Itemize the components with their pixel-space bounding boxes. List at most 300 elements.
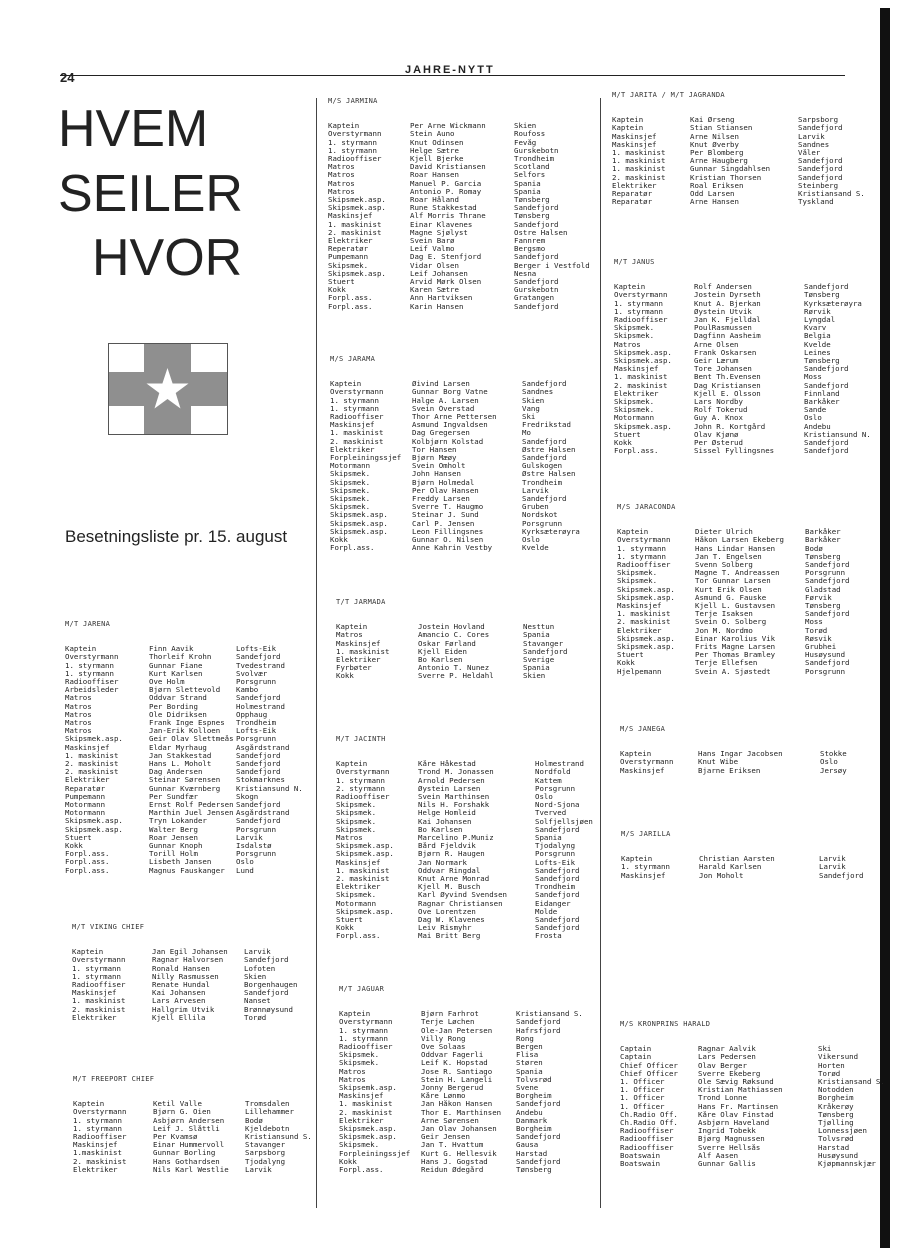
crew-name: Kåre Olav Finstad xyxy=(698,1110,774,1119)
crew-hometown: Andebu xyxy=(516,1108,543,1117)
crew-name: Leon Fillingsnes xyxy=(412,527,484,536)
crew-hometown: Nord-Sjona xyxy=(535,801,580,810)
crew-name: Rolf Andersen xyxy=(694,283,752,292)
crew-position: Overstyrmann xyxy=(65,653,119,662)
crew-position: Motormann xyxy=(614,414,655,423)
crew-position: Chief Officer xyxy=(620,1069,678,1078)
crew-row xyxy=(612,116,882,124)
crew-row xyxy=(336,883,617,891)
crew-hometown: Kyrksæterøyra xyxy=(522,527,580,536)
crew-name: Kristian Mathiassen xyxy=(698,1086,783,1095)
crew-hometown: Kristiansand S. xyxy=(798,190,865,199)
crew-row xyxy=(620,1078,900,1086)
crew-position: 1. styrmann xyxy=(614,299,663,308)
crew-hometown: Sandefjord xyxy=(522,454,567,463)
crew-hometown: Sandefjord xyxy=(798,157,843,166)
crew-position: 1. maskinist xyxy=(612,165,666,174)
crew-name: Jon M. Nordmo xyxy=(695,626,753,635)
crew-position: Reperatør xyxy=(328,245,369,254)
crew-row xyxy=(620,1119,900,1127)
crew-row xyxy=(339,1100,594,1108)
crew-position: Skipsmek. xyxy=(336,891,377,900)
crew-position: Chief Officer xyxy=(620,1061,678,1070)
crew-name: John R. Kortgård xyxy=(694,422,766,431)
crew-row xyxy=(617,618,887,626)
crew-row xyxy=(65,760,314,768)
crew-row xyxy=(339,1158,594,1166)
crew-hometown: Bodø xyxy=(805,544,823,553)
crew-row xyxy=(330,520,594,528)
crew-name: Kjell E. Olsson xyxy=(694,389,761,398)
crew-row xyxy=(617,561,887,569)
crew-position: Forpl.ass. xyxy=(65,858,110,867)
crew-hometown: Larvik xyxy=(522,486,549,495)
crew-position: Radiooffiser xyxy=(620,1135,674,1144)
crew-name: Jan T. Engelsen xyxy=(695,552,762,561)
crew-position: Elektriker xyxy=(65,776,110,785)
crew-position: Fyrbøter xyxy=(336,664,372,673)
crew-section xyxy=(617,503,887,676)
crew-name: Terje Isaksen xyxy=(695,610,753,619)
crew-position: Skipsmek.asp. xyxy=(328,269,386,278)
crew-hometown: Stavanger xyxy=(245,1141,286,1150)
crew-row xyxy=(72,1014,322,1022)
crew-row xyxy=(72,1006,322,1014)
crew-position: Matros xyxy=(65,710,92,719)
crew-hometown: Lofts-Eik xyxy=(236,645,277,654)
crew-row xyxy=(614,431,880,439)
crew-position: 1. styrmann xyxy=(339,1034,388,1043)
crew-name: Harald Karlsen xyxy=(699,863,762,872)
crew-hometown: Nesttun xyxy=(523,623,555,632)
crew-position: Kokk xyxy=(328,286,346,295)
section-title: M/T JAGUAR xyxy=(339,985,385,993)
crew-section xyxy=(65,620,314,875)
crew-position: Kokk xyxy=(330,536,348,545)
crew-hometown: Porsgrunn xyxy=(236,825,277,834)
crew-position: Kaptein xyxy=(330,380,362,389)
crew-name: Øystein Utvik xyxy=(694,307,752,316)
crew-row xyxy=(65,785,314,793)
crew-name: Mai Britt Berg xyxy=(418,932,481,941)
crew-section xyxy=(614,258,880,455)
crew-name: Jostein Dyrseth xyxy=(694,291,761,300)
crew-position: Kaptein xyxy=(336,623,368,632)
crew-row xyxy=(330,462,594,470)
crew-position: Maskinsjef xyxy=(65,743,110,752)
crew-name: Dag Andersen xyxy=(149,768,203,777)
crew-hometown: Sandefjord xyxy=(522,495,567,504)
crew-position: Overstyrmann xyxy=(620,758,674,767)
crew-position: Kaptein xyxy=(614,283,646,292)
crew-hometown: Sandefjord xyxy=(805,659,850,668)
crew-position: Radiooffiser xyxy=(72,981,126,990)
crew-hometown: Finnland xyxy=(804,389,840,398)
crew-position: Skipsmek. xyxy=(330,470,371,479)
crew-row xyxy=(328,171,598,179)
crew-hometown: Sandefjord xyxy=(804,381,849,390)
crew-row xyxy=(617,577,887,585)
crew-row xyxy=(617,545,887,553)
crew-position: Maskinsjef xyxy=(614,365,659,374)
crew-hometown: Moss xyxy=(804,373,822,382)
crew-hometown: Sandefjord xyxy=(535,875,580,884)
crew-hometown: Skien xyxy=(244,972,267,981)
crew-hometown: Kyrksæterøyra xyxy=(804,299,862,308)
crew-name: Bo Karlsen xyxy=(418,656,463,665)
crew-name: Gunnar Singdahlsen xyxy=(690,165,771,174)
crew-row xyxy=(73,1158,327,1166)
crew-section xyxy=(612,91,882,206)
crew-name: Halge A. Larsen xyxy=(412,396,479,405)
crew-name: Kåre Håkestad xyxy=(418,760,476,769)
crew-hometown: Asgårdstrand xyxy=(236,809,290,818)
crew-hometown: Sandefjord xyxy=(522,380,567,389)
crew-position: Boatswain xyxy=(620,1160,661,1169)
crew-position: 1. styrmann xyxy=(328,146,377,155)
crew-row xyxy=(336,842,617,850)
crew-position: Maskinsjef xyxy=(617,602,662,611)
crew-row xyxy=(65,809,314,817)
crew-position: Forpl.ass. xyxy=(65,850,110,859)
crew-row xyxy=(336,760,617,768)
crew-position: Maskinsjef xyxy=(339,1092,384,1101)
crew-row xyxy=(614,373,880,381)
crew-row xyxy=(328,270,598,278)
crew-position: Radiooffiser xyxy=(339,1043,393,1052)
crew-list xyxy=(620,750,890,775)
crew-row xyxy=(614,308,880,316)
crew-row xyxy=(621,855,889,863)
crew-row xyxy=(330,479,594,487)
crew-hometown: Gurskebotn xyxy=(514,146,559,155)
crew-row xyxy=(336,875,617,883)
crew-position: 1. Officer xyxy=(620,1102,665,1111)
crew-position: Kokk xyxy=(336,924,354,933)
crew-name: Stein Auno xyxy=(410,130,455,139)
crew-name: Knut Wibe xyxy=(698,758,739,767)
crew-hometown: Sandefjord xyxy=(535,891,580,900)
section-title: M/S JARILLA xyxy=(621,830,671,838)
crew-position: Skipsmek. xyxy=(614,332,655,341)
crew-row xyxy=(336,793,617,801)
crew-position: Motormann xyxy=(65,809,106,818)
crew-hometown: Stokmarknes xyxy=(236,776,285,785)
crew-hometown: Nordskot xyxy=(522,511,558,520)
crew-row xyxy=(614,439,880,447)
crew-name: Jan Egil Johansen xyxy=(152,948,228,957)
crew-hometown: Oslo xyxy=(820,758,838,767)
crew-name: Nilly Rasmussen xyxy=(152,972,219,981)
crew-hometown: Sandefjord xyxy=(805,561,850,570)
crew-hometown: Gladstad xyxy=(805,585,841,594)
section-title: M/S KRONPRINS HARALD xyxy=(620,1020,711,1028)
crew-name: Ragnar Christiansen xyxy=(418,899,503,908)
crew-position: Boatswain xyxy=(620,1151,661,1160)
crew-hometown: Tolvsrød xyxy=(516,1075,552,1084)
crew-hometown: Sandefjord xyxy=(236,817,281,826)
crew-name: Bjørn Mæøy xyxy=(412,454,457,463)
crew-row xyxy=(336,908,617,916)
crew-position: 1.maskinist xyxy=(73,1149,122,1158)
crew-position: Skipsmek.asp. xyxy=(65,735,123,744)
crew-name: Rune Stakkestad xyxy=(410,204,477,213)
crew-name: Per Thomas Bramley xyxy=(695,651,776,660)
crew-row xyxy=(336,801,617,809)
crew-hometown: Kambo xyxy=(236,686,259,695)
crew-row xyxy=(328,147,598,155)
crew-hometown: Sandefjord xyxy=(236,768,281,777)
crew-name: Jan Normark xyxy=(418,858,467,867)
crew-name: Alf Morris Thrane xyxy=(410,212,486,221)
crew-hometown: Tønsberg xyxy=(818,1110,854,1119)
crew-name: Roar Håland xyxy=(410,196,459,205)
crew-position: Kaptein xyxy=(336,760,368,769)
crew-name: Bjarne Eriksen xyxy=(698,766,761,775)
crew-position: 2. maskinist xyxy=(612,173,666,182)
crew-position: Matros xyxy=(336,631,363,640)
crew-hometown: Sandefjord xyxy=(798,165,843,174)
page-number: 24 xyxy=(60,70,75,85)
crew-name: Ove Holm xyxy=(149,678,185,687)
crew-hometown: Scotland xyxy=(514,163,550,172)
crew-row xyxy=(65,776,314,784)
crew-position: Pumpemann xyxy=(65,792,106,801)
crew-name: Knut Arne Monrad xyxy=(418,875,490,884)
crew-row xyxy=(65,670,314,678)
crew-hometown: Hafrsfjord xyxy=(516,1026,561,1035)
crew-position: Skipsmek. xyxy=(330,486,371,495)
crew-hometown: Svene xyxy=(516,1084,539,1093)
crew-name: Steinar J. Sund xyxy=(412,511,479,520)
crew-hometown: Grubhei xyxy=(805,643,837,652)
crew-name: John Hansen xyxy=(412,470,461,479)
crew-hometown: Borgheim xyxy=(516,1092,552,1101)
crew-name: Hans Fr. Martinsen xyxy=(698,1102,779,1111)
crew-hometown: Kvelde xyxy=(804,340,831,349)
crew-hometown: Torød xyxy=(244,1013,267,1022)
crew-list xyxy=(620,1045,900,1168)
crew-row xyxy=(620,1094,900,1102)
crew-section xyxy=(330,355,594,552)
crew-hometown: Sandefjord xyxy=(523,647,568,656)
crew-name: Kai Ørseng xyxy=(690,116,735,125)
crew-name: Jostein Hovland xyxy=(418,623,485,632)
crew-name: Per Sundfær xyxy=(149,792,198,801)
crew-row xyxy=(617,610,887,618)
crew-position: Arbeidsleder xyxy=(65,686,119,695)
crew-row xyxy=(65,719,314,727)
crew-hometown: Barkåker xyxy=(805,528,841,537)
crew-row xyxy=(73,1166,327,1174)
crew-position: Skipsmek. xyxy=(330,495,371,504)
crew-hometown: Tjølling xyxy=(818,1119,854,1128)
crew-hometown: Tønsberg xyxy=(514,212,550,221)
crew-hometown: Sandefjord xyxy=(244,989,289,998)
crew-position: Pumpemann xyxy=(328,253,369,262)
crew-position: 2. maskinist xyxy=(65,768,119,777)
crew-name: Dag E. Stenfjord xyxy=(410,253,482,262)
crew-position: 1. maskinist xyxy=(328,220,382,229)
crew-name: Gunnar O. Nilsen xyxy=(412,536,484,545)
crew-name: Håkon Larsen Ekeberg xyxy=(695,536,784,545)
crew-name: Kjell L. Gustavsen xyxy=(695,602,776,611)
crew-hometown: Sandefjord xyxy=(236,801,281,810)
crew-hometown: Frosta xyxy=(535,932,562,941)
crew-hometown: Lyngdal xyxy=(804,316,836,325)
crew-name: Ronald Hansen xyxy=(152,964,210,973)
crew-hometown: Holmestrand xyxy=(535,760,584,769)
crew-position: Radiooffiser xyxy=(617,561,671,570)
crew-row xyxy=(336,648,595,656)
crew-row xyxy=(336,777,617,785)
crew-position: 1. maskinist xyxy=(330,429,384,438)
crew-row xyxy=(617,668,887,676)
crew-row xyxy=(339,1076,594,1084)
crew-position: 1. styrmann xyxy=(617,552,666,561)
crew-hometown: Notodden xyxy=(818,1086,854,1095)
crew-name: Kjell Eiden xyxy=(418,647,467,656)
crew-row xyxy=(339,1027,594,1035)
crew-row xyxy=(612,182,882,190)
crew-row xyxy=(330,536,594,544)
crew-hometown: Torød xyxy=(805,626,828,635)
crew-position: 1. Officer xyxy=(620,1094,665,1103)
crew-position: Radiooffiser xyxy=(614,316,668,325)
crew-row xyxy=(612,190,882,198)
crew-hometown: Sandefjord xyxy=(514,302,559,311)
crew-name: Bjørn Slettevold xyxy=(149,686,221,695)
crew-position: 2. maskinist xyxy=(330,437,384,446)
company-flag-icon xyxy=(108,343,228,435)
crew-row xyxy=(620,1160,900,1168)
crew-hometown: Tønsberg xyxy=(805,552,841,561)
crew-position: Kaptein xyxy=(73,1100,105,1109)
crew-list xyxy=(72,948,322,1022)
crew-name: Svein Överstad xyxy=(412,404,475,413)
crew-row xyxy=(339,1068,594,1076)
crew-hometown: Skien xyxy=(523,672,546,681)
crew-position: Skipsmek.asp. xyxy=(336,842,394,851)
crew-name: Roar Jensen xyxy=(149,833,198,842)
crew-row xyxy=(65,645,314,653)
crew-name: Lars Pedersen xyxy=(698,1053,756,1062)
crew-name: Ketil Valle xyxy=(153,1100,202,1109)
crew-name: Jon Moholt xyxy=(699,871,744,880)
crew-position: Maskinsjef xyxy=(336,639,381,648)
crew-position: Radiooffiser xyxy=(330,413,384,422)
crew-name: Bo Karlsen xyxy=(418,825,463,834)
crew-position: Kaptein xyxy=(339,1010,371,1019)
crew-position: Kokk xyxy=(339,1157,357,1166)
crew-row xyxy=(336,664,595,672)
subtitle: Besetningsliste pr. 15. august xyxy=(65,527,288,546)
crew-name: Karin Hansen xyxy=(410,302,464,311)
crew-row xyxy=(620,1144,900,1152)
crew-row xyxy=(620,750,890,758)
crew-position: Skipsmek.asp. xyxy=(336,907,394,916)
crew-row xyxy=(330,487,594,495)
crew-row xyxy=(65,711,314,719)
crew-row xyxy=(73,1133,327,1141)
crew-row xyxy=(614,291,880,299)
crew-row xyxy=(336,859,617,867)
crew-position: 1. maskinist xyxy=(617,610,671,619)
crew-name: Jose R. Santiago xyxy=(421,1067,493,1076)
crew-row xyxy=(336,924,617,932)
crew-hometown: Sandnes xyxy=(798,140,830,149)
crew-position: 1. styrmann xyxy=(72,972,121,981)
crew-name: Anne Kahrin Vestby xyxy=(412,544,493,553)
crew-hometown: Tønsberg xyxy=(804,291,840,300)
crew-hometown: Lofts-Eik xyxy=(535,858,576,867)
crew-name: Arne Sørensen xyxy=(421,1116,479,1125)
crew-section xyxy=(328,97,598,311)
crew-hometown: Tromsdalen xyxy=(245,1100,290,1109)
crew-position: Skipsmek. xyxy=(336,809,377,818)
crew-row xyxy=(65,653,314,661)
crew-position: Matros xyxy=(328,187,355,196)
crew-row xyxy=(336,932,617,940)
crew-row xyxy=(614,283,880,291)
crew-position: Captain xyxy=(620,1053,652,1062)
crew-row xyxy=(65,686,314,694)
crew-position: 1. styrmann xyxy=(72,964,121,973)
crew-section xyxy=(620,725,890,775)
crew-list xyxy=(65,645,314,875)
crew-name: Bjørn Farhrot xyxy=(421,1010,479,1019)
crew-hometown: Spania xyxy=(523,631,550,640)
crew-name: Marthin Juel Jensen xyxy=(149,809,234,818)
crew-row xyxy=(620,1135,900,1143)
crew-row xyxy=(330,388,594,396)
crew-hometown: Sandefjord xyxy=(516,1100,561,1109)
crew-position: Overstyrmann xyxy=(72,956,126,965)
crew-name: Kåre Lønmo xyxy=(421,1092,466,1101)
crew-section xyxy=(336,598,595,681)
crew-hometown: Brønnøysund xyxy=(244,1005,293,1014)
crew-row xyxy=(614,414,880,422)
crew-position: Matros xyxy=(65,702,92,711)
crew-row xyxy=(617,594,887,602)
crew-hometown: Støren xyxy=(516,1059,543,1068)
crew-hometown: Bergen xyxy=(516,1043,543,1052)
crew-name: Magne T. Andreassen xyxy=(695,569,780,578)
crew-row xyxy=(621,863,889,871)
crew-row xyxy=(339,1166,594,1174)
crew-hometown: Rørvik xyxy=(804,307,831,316)
crew-hometown: Ostre Halsen xyxy=(514,228,568,237)
crew-name: Ove Solaas xyxy=(421,1043,466,1052)
crew-hometown: Sandefjord xyxy=(804,365,849,374)
crew-row xyxy=(328,229,598,237)
crew-name: Tor Hansen xyxy=(412,445,457,454)
crew-hometown: Kristiansand S. xyxy=(516,1010,583,1019)
crew-name: Per Bording xyxy=(149,702,198,711)
crew-name: Kjell M. Busch xyxy=(418,883,481,892)
crew-row xyxy=(328,122,598,130)
crew-name: Amancio C. Cores xyxy=(418,631,490,640)
crew-hometown: Ski xyxy=(522,413,536,422)
crew-name: Bjørn R. Haugen xyxy=(418,850,485,859)
crew-section xyxy=(336,735,617,941)
crew-row xyxy=(65,752,314,760)
crew-row xyxy=(330,495,594,503)
crew-hometown: Fredrikstad xyxy=(522,421,571,430)
crew-position: 1. styrmann xyxy=(73,1116,122,1125)
crew-position: Ch.Radio Off. xyxy=(620,1110,678,1119)
crew-row xyxy=(620,1086,900,1094)
